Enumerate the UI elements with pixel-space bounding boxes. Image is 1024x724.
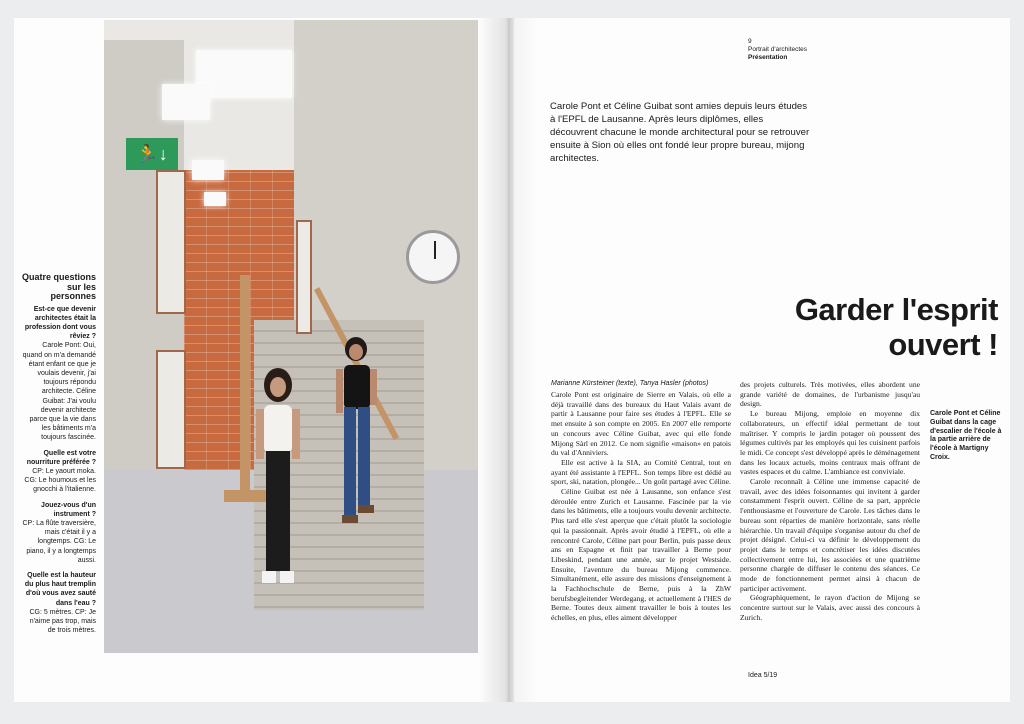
ceiling-light [162,84,210,120]
ceiling-light [204,192,226,206]
sidebar-question: Jouez-vous d'un instrument ? [41,501,96,518]
sidebar-answer: CP: Le yaourt moka. CG: Le houmous et les gnocchi à l'italienne. [24,467,96,494]
sidebar-answer: Carole Pont: Oui, quand on m'a demandé étant enfant ce que je voulais devenir, j'ai toujours répondu architecte. Céline Guibat: J'ai voulu devenir architecte parce que la vie dans les bâtiments m'a toujours fascinée. [22,342,96,442]
body-column-2 [740,380,920,623]
article-credits: Marianne Kürsteiner (texte), Tanya Hasler (photos) [551,380,709,387]
door [296,220,312,334]
section-label: Portrait d'architectes [748,46,808,53]
body-paragraph: Carole reconnaît à Céline une immense capacité de travail, avec des idées foisonnantes qui invitent à garder constamment l'esprit ouvert. Céline de sa part, apprécie l'enthousiasme et l'ouverture de Carole. Les tâches dans le bureau sont réparties de manière horizontale, sans réelle hiérarchie. Un travail d'équipe s'organise autour du chef de projet désigné. Celui-ci va définir le développement du projet dans le temps et concrétiser les idées discutées collectivement entre lui, les associées et une quatrième personne chargée de diffuser le contenu des séances. Ce mode de fonctionnement permet ainsi à chacun de participer activement. [740,477,920,593]
body-column-1 [551,390,731,623]
window [156,170,186,314]
staircase-photo [104,20,478,653]
sidebar-title: Quatre questions sur les personnes [22,272,97,301]
person-celine [332,335,382,535]
sidebar-answer: CP: La flûte traversière, mais c'était il y a longtemps. CG: Le piano, il y a longtemps aussi. [22,519,96,564]
photo-caption: Carole Pont et Céline Guibat dans la cage d'escalier de l'école à la partie arrière de l'école à Martigny Croix. [930,410,1002,461]
body-paragraph: Géographiquement, le rayon d'action de Mijong se concentre surtout sur le Valais, avec aussi des concours à Zurich. [740,593,920,622]
body-paragraph: Le bureau Mijong, emploie en moyenne dix collaborateurs, un effectif idéal permettant de tout maîtriser. Y compris le jardin potager où poussent des légumes cultivés par les employés qui les cuisinent parfois le midi. Ce concept s'est développé après le déménagement dans les locaux actuels, moins centraux mais offrant de vastes espaces et du calme. L'ambiance est conviviale. [740,409,920,477]
sidebar-question: Quelle est la hauteur du plus haut tremplin d'où vous avez sauté dans l'eau ? [24,571,96,607]
section-title: Présentation [748,54,788,61]
handrail [240,275,250,495]
body-paragraph: Carole Pont est originaire de Sierre en Valais, où elle a déjà travaillé dans des bureaux du Haut Valais avant de partir à Lausanne pour faire ses études à l'EPFL. Elle se met ensuite à son compte en 2005. En 2007 elle remporte un concours avec Céline Guibat, avec qui elle fonde Mijong Sàrl en 2012. Ce nom signifie «maison» en patois du val d'Anniviers. [551,390,731,458]
body-paragraph: des projets culturels. Très motivées, elles abordent une grande variété de domaines, de l'urbanisme jusqu'au design. [740,380,920,409]
wall-clock-icon [406,230,460,284]
folio: Idea 5/19 [748,672,778,679]
sidebar-question: Est-ce que devenir architectes était la profession dont vous rêviez ? [24,305,96,341]
sidebar-answer: CG: 5 mètres. CP: Je n'aime pas trop, mais de trois mètres. [29,608,96,635]
qa-sidebar [22,273,96,635]
ceiling-light [196,50,292,98]
page-number: 9 [748,38,752,45]
intro-paragraph: Carole Pont et Céline Guibat sont amies depuis leurs études à l'EPFL de Lausanne. Après leurs diplômes, elles découvrent chacune le monde architectural pour se retrouver ensuite à Sion où elles ont fondé leur propre bureau, mijong architectes. [550,101,810,164]
headline: Garder l'esprit ouvert ! [794,292,998,362]
spine-shadow [478,18,538,702]
ceiling-light [192,160,224,180]
person-carole [250,365,306,605]
window [156,350,186,469]
body-paragraph: Céline Guibat est née à Lausanne, son enfance s'est déroulée entre Zurich et Lausanne. Fascinée par la vie dans les bâtiments, elle a toujours voulu devenir architecte. Plus tard elle s'est aperçue que c'était plutôt la sociologie qui la passionnait. Après avoir étudié à l'EPFL, où elle a rencontré Carole, Céline part pour Berlin, puis passe deux ans en Espagne et finit par travailler à Berne pour Libeskind, pendant une année, sur le projet Westside. Ensuite, l'aventure du bureau Mijong commence. Simultanément, elle assure des missions d'enseignement à la Fachhochschule de Berne, puis à la ZhW berufsbegleitender Werdegang, et actuellement à l'HES de Berne. Toutes deux aiment travailler le bois à toutes les échelles, en plus, elles aiment développer [551,487,731,623]
sidebar-question: Quelle est votre nourriture préférée ? [26,449,96,466]
emergency-exit-sign-icon: 🏃↓ [126,138,178,170]
body-paragraph: Elle est active à la SIA, au Comité Central, tout en ayant été assistante à l'EPFL. Son temps libre est dédié au sport, ski, natation, plongée... Un goût partagé avec Céline. [551,457,731,487]
